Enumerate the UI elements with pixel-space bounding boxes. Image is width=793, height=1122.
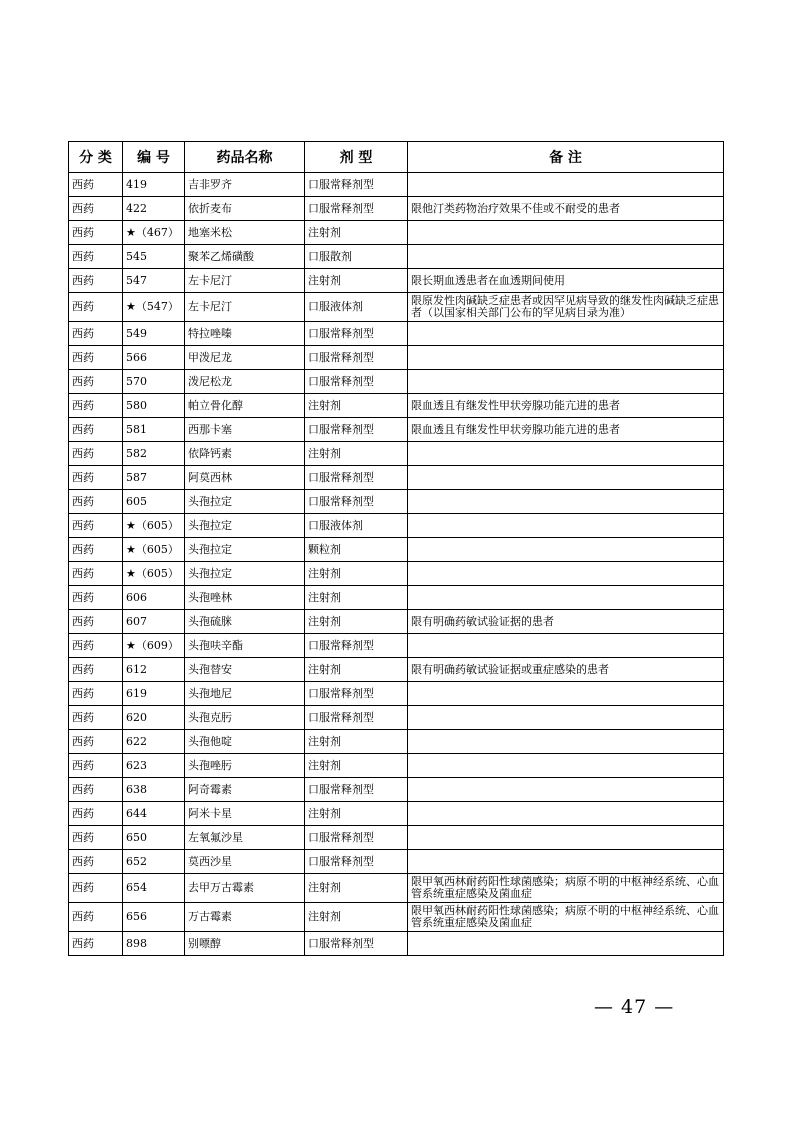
cell-number: 656 bbox=[123, 903, 185, 932]
cell-drug-name: 别嘌醇 bbox=[185, 932, 305, 956]
cell-remark: 限原发性肉碱缺乏症患者或因罕见病导致的继发性肉碱缺乏症患者（以国家相关部门公布的罕见病目录为准） bbox=[408, 293, 724, 322]
cell-number: ★（605） bbox=[123, 538, 185, 562]
cell-drug-name: 头孢拉定 bbox=[185, 562, 305, 586]
table-row bbox=[69, 778, 724, 802]
cell-category: 西药 bbox=[69, 932, 123, 956]
cell-drug-name: 头孢克肟 bbox=[185, 706, 305, 730]
cell-drug-name: 左卡尼汀 bbox=[185, 293, 305, 322]
cell-drug-name: 头孢拉定 bbox=[185, 490, 305, 514]
header-remark: 备 注 bbox=[408, 142, 724, 173]
table-row bbox=[69, 322, 724, 346]
cell-drug-name: 甲泼尼龙 bbox=[185, 346, 305, 370]
table-row bbox=[69, 346, 724, 370]
cell-drug-name: 依折麦布 bbox=[185, 197, 305, 221]
cell-number: 620 bbox=[123, 706, 185, 730]
table-row bbox=[69, 173, 724, 197]
cell-category: 西药 bbox=[69, 658, 123, 682]
cell-category: 西药 bbox=[69, 682, 123, 706]
cell-drug-name: 头孢地尼 bbox=[185, 682, 305, 706]
cell-category: 西药 bbox=[69, 466, 123, 490]
table-row bbox=[69, 658, 724, 682]
header-category: 分 类 bbox=[69, 142, 123, 173]
cell-number: 619 bbox=[123, 682, 185, 706]
cell-drug-name: 头孢唑肟 bbox=[185, 754, 305, 778]
table-row bbox=[69, 610, 724, 634]
cell-category: 西药 bbox=[69, 826, 123, 850]
cell-dosage-form: 口服常释剂型 bbox=[305, 490, 408, 514]
cell-remark bbox=[408, 802, 724, 826]
cell-number: 580 bbox=[123, 394, 185, 418]
cell-remark bbox=[408, 538, 724, 562]
cell-number: 654 bbox=[123, 874, 185, 903]
cell-category: 西药 bbox=[69, 538, 123, 562]
cell-category: 西药 bbox=[69, 514, 123, 538]
cell-remark: 限有明确药敏试验证据的患者 bbox=[408, 610, 724, 634]
cell-remark bbox=[408, 850, 724, 874]
table-row bbox=[69, 706, 724, 730]
table-row bbox=[69, 269, 724, 293]
cell-number: 582 bbox=[123, 442, 185, 466]
table-row bbox=[69, 245, 724, 269]
cell-dosage-form: 口服常释剂型 bbox=[305, 466, 408, 490]
cell-remark: 限血透且有继发性甲状旁腺功能亢进的患者 bbox=[408, 394, 724, 418]
cell-number: ★（467） bbox=[123, 221, 185, 245]
cell-category: 西药 bbox=[69, 903, 123, 932]
cell-drug-name: 头孢替安 bbox=[185, 658, 305, 682]
cell-remark bbox=[408, 245, 724, 269]
cell-remark: 限有明确药敏试验证据或重症感染的患者 bbox=[408, 658, 724, 682]
cell-dosage-form: 注射剂 bbox=[305, 221, 408, 245]
cell-remark bbox=[408, 221, 724, 245]
cell-remark bbox=[408, 370, 724, 394]
cell-drug-name: 去甲万古霉素 bbox=[185, 874, 305, 903]
cell-number: 549 bbox=[123, 322, 185, 346]
table-row bbox=[69, 826, 724, 850]
cell-dosage-form: 注射剂 bbox=[305, 874, 408, 903]
table-row bbox=[69, 903, 724, 932]
cell-drug-name: 聚苯乙烯磺酸 bbox=[185, 245, 305, 269]
cell-number: 581 bbox=[123, 418, 185, 442]
table-row bbox=[69, 634, 724, 658]
cell-dosage-form: 注射剂 bbox=[305, 394, 408, 418]
cell-category: 西药 bbox=[69, 394, 123, 418]
cell-remark: 限甲氧西林耐药阳性球菌感染；病原不明的中枢神经系统、心血管系统重症感染及菌血症 bbox=[408, 903, 724, 932]
cell-remark: 限长期血透患者在血透期间使用 bbox=[408, 269, 724, 293]
cell-dosage-form: 口服散剂 bbox=[305, 245, 408, 269]
cell-category: 西药 bbox=[69, 706, 123, 730]
cell-dosage-form: 注射剂 bbox=[305, 658, 408, 682]
cell-dosage-form: 口服常释剂型 bbox=[305, 634, 408, 658]
cell-number: 545 bbox=[123, 245, 185, 269]
cell-category: 西药 bbox=[69, 442, 123, 466]
table-header-row bbox=[69, 142, 724, 173]
cell-drug-name: 依降钙素 bbox=[185, 442, 305, 466]
cell-category: 西药 bbox=[69, 874, 123, 903]
table-row bbox=[69, 586, 724, 610]
cell-remark bbox=[408, 730, 724, 754]
cell-remark bbox=[408, 442, 724, 466]
table-row bbox=[69, 730, 724, 754]
cell-dosage-form: 口服常释剂型 bbox=[305, 826, 408, 850]
cell-drug-name: 头孢拉定 bbox=[185, 538, 305, 562]
table-row bbox=[69, 394, 724, 418]
cell-category: 西药 bbox=[69, 197, 123, 221]
cell-drug-name: 头孢硫脒 bbox=[185, 610, 305, 634]
cell-remark bbox=[408, 682, 724, 706]
cell-category: 西药 bbox=[69, 293, 123, 322]
cell-dosage-form: 口服常释剂型 bbox=[305, 682, 408, 706]
table-row bbox=[69, 197, 724, 221]
cell-number: 547 bbox=[123, 269, 185, 293]
cell-category: 西药 bbox=[69, 221, 123, 245]
cell-category: 西药 bbox=[69, 730, 123, 754]
cell-drug-name: 左氧氟沙星 bbox=[185, 826, 305, 850]
cell-drug-name: 西那卡塞 bbox=[185, 418, 305, 442]
page-number: — 47 — bbox=[594, 996, 675, 1018]
table-row bbox=[69, 418, 724, 442]
cell-remark bbox=[408, 490, 724, 514]
cell-dosage-form: 颗粒剂 bbox=[305, 538, 408, 562]
cell-category: 西药 bbox=[69, 245, 123, 269]
table-row bbox=[69, 442, 724, 466]
cell-number: 644 bbox=[123, 802, 185, 826]
drug-table bbox=[68, 141, 724, 956]
cell-number: 570 bbox=[123, 370, 185, 394]
cell-number: 622 bbox=[123, 730, 185, 754]
table-row bbox=[69, 221, 724, 245]
table-row bbox=[69, 293, 724, 322]
cell-number: 605 bbox=[123, 490, 185, 514]
cell-remark bbox=[408, 514, 724, 538]
cell-remark bbox=[408, 466, 724, 490]
cell-remark bbox=[408, 932, 724, 956]
cell-dosage-form: 口服液体剂 bbox=[305, 293, 408, 322]
table-row bbox=[69, 682, 724, 706]
cell-remark bbox=[408, 826, 724, 850]
cell-number: 623 bbox=[123, 754, 185, 778]
cell-dosage-form: 口服常释剂型 bbox=[305, 370, 408, 394]
cell-number: 898 bbox=[123, 932, 185, 956]
cell-drug-name: 阿米卡星 bbox=[185, 802, 305, 826]
table-body bbox=[69, 173, 724, 956]
cell-dosage-form: 注射剂 bbox=[305, 586, 408, 610]
cell-dosage-form: 口服常释剂型 bbox=[305, 418, 408, 442]
cell-number: 638 bbox=[123, 778, 185, 802]
cell-dosage-form: 注射剂 bbox=[305, 562, 408, 586]
cell-remark bbox=[408, 778, 724, 802]
cell-remark bbox=[408, 634, 724, 658]
cell-dosage-form: 注射剂 bbox=[305, 754, 408, 778]
cell-number: ★（547） bbox=[123, 293, 185, 322]
cell-category: 西药 bbox=[69, 322, 123, 346]
cell-remark: 限他汀类药物治疗效果不佳或不耐受的患者 bbox=[408, 197, 724, 221]
table-row bbox=[69, 490, 724, 514]
header-drug-name: 药品名称 bbox=[185, 142, 305, 173]
cell-drug-name: 头孢呋辛酯 bbox=[185, 634, 305, 658]
cell-number: 566 bbox=[123, 346, 185, 370]
table-row bbox=[69, 514, 724, 538]
cell-dosage-form: 注射剂 bbox=[305, 442, 408, 466]
cell-number: 612 bbox=[123, 658, 185, 682]
cell-remark bbox=[408, 754, 724, 778]
cell-dosage-form: 口服常释剂型 bbox=[305, 346, 408, 370]
cell-dosage-form: 口服常释剂型 bbox=[305, 778, 408, 802]
cell-number: ★（609） bbox=[123, 634, 185, 658]
cell-dosage-form: 口服常释剂型 bbox=[305, 850, 408, 874]
cell-number: 419 bbox=[123, 173, 185, 197]
cell-number: 422 bbox=[123, 197, 185, 221]
table-row bbox=[69, 370, 724, 394]
cell-category: 西药 bbox=[69, 634, 123, 658]
cell-category: 西药 bbox=[69, 610, 123, 634]
cell-remark: 限甲氧西林耐药阳性球菌感染；病原不明的中枢神经系统、心血管系统重症感染及菌血症 bbox=[408, 874, 724, 903]
cell-dosage-form: 口服液体剂 bbox=[305, 514, 408, 538]
cell-category: 西药 bbox=[69, 562, 123, 586]
cell-category: 西药 bbox=[69, 754, 123, 778]
cell-dosage-form: 口服常释剂型 bbox=[305, 322, 408, 346]
table-row bbox=[69, 802, 724, 826]
table-row bbox=[69, 538, 724, 562]
cell-category: 西药 bbox=[69, 490, 123, 514]
cell-number: 652 bbox=[123, 850, 185, 874]
table-row bbox=[69, 562, 724, 586]
cell-drug-name: 吉非罗齐 bbox=[185, 173, 305, 197]
table-row bbox=[69, 874, 724, 903]
cell-drug-name: 帕立骨化醇 bbox=[185, 394, 305, 418]
header-number: 编 号 bbox=[123, 142, 185, 173]
cell-drug-name: 头孢唑林 bbox=[185, 586, 305, 610]
cell-drug-name: 泼尼松龙 bbox=[185, 370, 305, 394]
cell-drug-name: 地塞米松 bbox=[185, 221, 305, 245]
cell-drug-name: 左卡尼汀 bbox=[185, 269, 305, 293]
cell-dosage-form: 注射剂 bbox=[305, 903, 408, 932]
cell-category: 西药 bbox=[69, 346, 123, 370]
cell-dosage-form: 口服常释剂型 bbox=[305, 173, 408, 197]
header-dosage-form: 剂 型 bbox=[305, 142, 408, 173]
cell-remark bbox=[408, 562, 724, 586]
cell-number: ★（605） bbox=[123, 514, 185, 538]
cell-dosage-form: 口服常释剂型 bbox=[305, 706, 408, 730]
cell-category: 西药 bbox=[69, 269, 123, 293]
table-row bbox=[69, 932, 724, 956]
cell-category: 西药 bbox=[69, 173, 123, 197]
cell-number: 587 bbox=[123, 466, 185, 490]
table-row bbox=[69, 754, 724, 778]
cell-category: 西药 bbox=[69, 802, 123, 826]
cell-remark bbox=[408, 322, 724, 346]
cell-remark bbox=[408, 346, 724, 370]
cell-drug-name: 特拉唑嗪 bbox=[185, 322, 305, 346]
cell-remark: 限血透且有继发性甲状旁腺功能亢进的患者 bbox=[408, 418, 724, 442]
cell-dosage-form: 注射剂 bbox=[305, 730, 408, 754]
cell-number: 650 bbox=[123, 826, 185, 850]
cell-number: 606 bbox=[123, 586, 185, 610]
cell-remark bbox=[408, 173, 724, 197]
cell-drug-name: 莫西沙星 bbox=[185, 850, 305, 874]
cell-remark bbox=[408, 706, 724, 730]
cell-drug-name: 万古霉素 bbox=[185, 903, 305, 932]
cell-dosage-form: 注射剂 bbox=[305, 802, 408, 826]
cell-dosage-form: 口服常释剂型 bbox=[305, 197, 408, 221]
table-row bbox=[69, 850, 724, 874]
cell-number: ★（605） bbox=[123, 562, 185, 586]
cell-dosage-form: 注射剂 bbox=[305, 269, 408, 293]
cell-category: 西药 bbox=[69, 418, 123, 442]
table-row bbox=[69, 466, 724, 490]
cell-category: 西药 bbox=[69, 370, 123, 394]
cell-drug-name: 阿莫西林 bbox=[185, 466, 305, 490]
cell-category: 西药 bbox=[69, 778, 123, 802]
cell-drug-name: 头孢他啶 bbox=[185, 730, 305, 754]
cell-dosage-form: 注射剂 bbox=[305, 610, 408, 634]
cell-dosage-form: 口服常释剂型 bbox=[305, 932, 408, 956]
cell-number: 607 bbox=[123, 610, 185, 634]
cell-drug-name: 头孢拉定 bbox=[185, 514, 305, 538]
cell-category: 西药 bbox=[69, 586, 123, 610]
cell-category: 西药 bbox=[69, 850, 123, 874]
cell-drug-name: 阿奇霉素 bbox=[185, 778, 305, 802]
cell-remark bbox=[408, 586, 724, 610]
